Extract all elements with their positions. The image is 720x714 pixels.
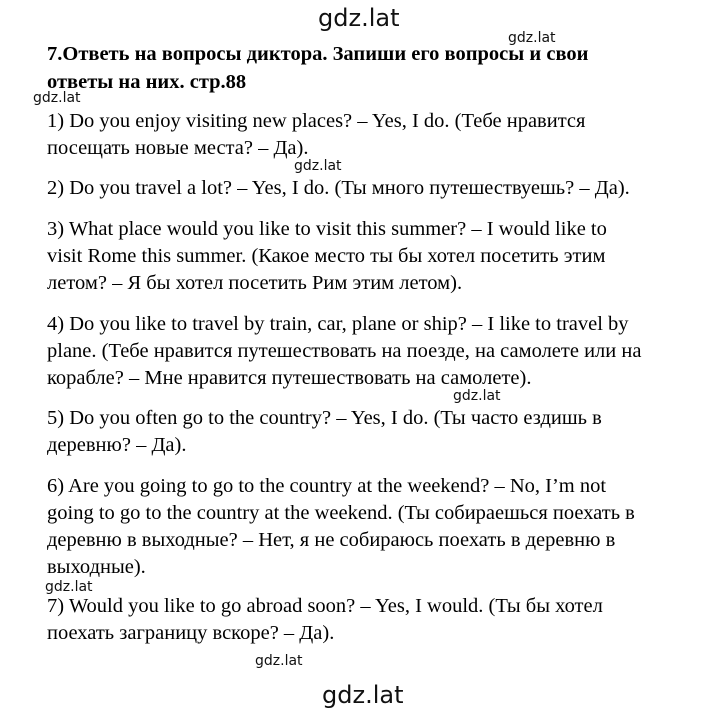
watermark: gdz.lat bbox=[255, 653, 303, 669]
qa-item-4: 4) Do you like to travel by train, car, plane or ship? – I like to travel by plane. (Тебе нравится путешествовать на поезде, на самолете или на корабле? – Мне нравится путешествовать на самолете). bbox=[47, 313, 642, 389]
watermark: gdz.lat bbox=[33, 90, 81, 106]
task-title: 7.Ответь на вопросы диктора. Запиши его вопросы и свои ответы на них. стр.88 bbox=[47, 43, 589, 93]
watermark: gdz.lat bbox=[294, 158, 342, 174]
watermark: gdz.lat bbox=[45, 579, 93, 595]
qa-item-1: 1) Do you enjoy visiting new places? – Yes, I do. (Тебе нравится посещать новые места? – Да). bbox=[47, 110, 586, 159]
qa-item-7: 7) Would you like to go abroad soon? – Yes, I would. (Ты бы хотел поехать заграницу вскоре? – Да). bbox=[47, 595, 603, 644]
qa-item-3: 3) What place would you like to visit this summer? – I would like to visit Rome this summer. (Какое место ты бы хотел посетить этим летом? – Я бы хотел посетить Рим этим летом). bbox=[47, 218, 607, 294]
watermark: gdz.lat bbox=[508, 30, 556, 46]
watermark-top: gdz.lat bbox=[318, 4, 400, 32]
qa-item-5: 5) Do you often go to the country? – Yes, I do. (Ты часто ездишь в деревню? – Да). bbox=[47, 407, 602, 456]
qa-item-6: 6) Are you going to go to the country at the weekend? – No, I’m not going to go to the country at the weekend. (Ты собираешься поехать в деревню в выходные? – Нет, я не собираюсь поехать в деревню в выходные). bbox=[47, 475, 635, 578]
qa-item-2: 2) Do you travel a lot? – Yes, I do. (Ты много путешествуешь? – Да). bbox=[47, 177, 630, 199]
watermark-bottom: gdz.lat bbox=[322, 681, 404, 709]
watermark: gdz.lat bbox=[453, 388, 501, 404]
